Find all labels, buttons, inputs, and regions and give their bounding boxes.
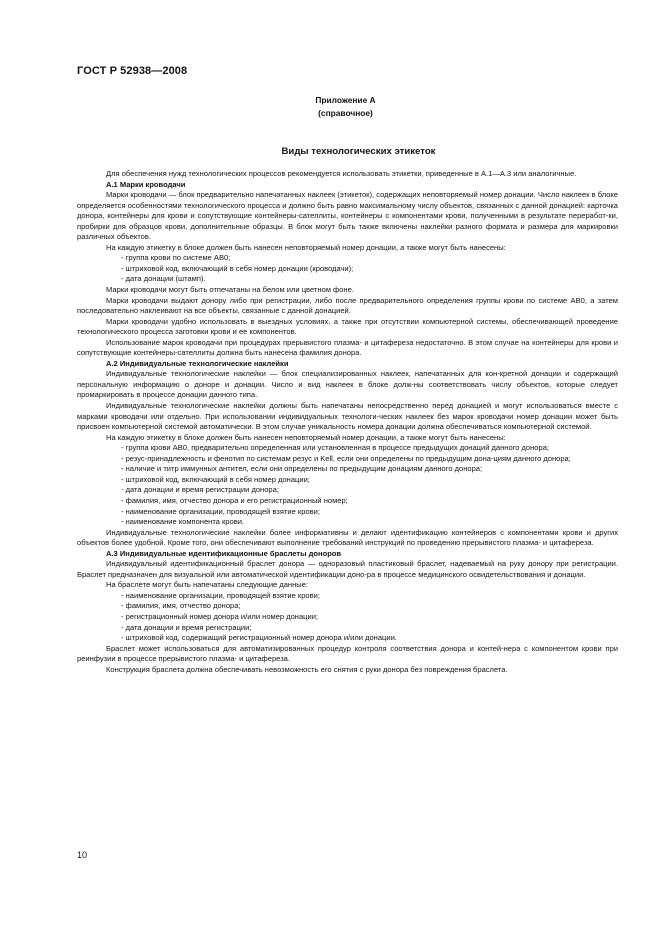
list-item: - штриховой код, включающий в себя номер донации (кроводачи); [121,263,354,273]
list-item: - регистрационный номер донора и/или номер донации; [121,611,319,621]
section-heading: А.2 Индивидуальные технологические наклейки [106,358,289,368]
list-item: - наименование компонента крови. [121,517,245,527]
paragraph: На каждую этикетку в блоке должен быть нанесен неповторяемый номер донации, а также могут быть нанесены: [106,432,506,442]
paragraph: Марки кроводачи выдают донору либо при регистрации, либо после предварительного определения группы крови по системе АВ0, а затем последовательно наклеивают на все объекты, связанные с данной донацией. [77,295,618,316]
annex-label: Приложение А [315,95,376,105]
section-heading: А.1 Марки кроводачи [106,179,186,189]
list-item: - штриховой код, включающий в себя номер донации; [121,474,310,484]
list-item: - фамилия, имя, отчество донора; [121,601,241,611]
list-item: - резус-принадлежность и фенотип по системам резус и Kell, если они определены по предыдущим дона-циям данного донора; [121,453,571,463]
list-item: - дата донации и время регистрации донора; [121,485,279,495]
page-number: 10 [77,850,88,860]
annex-type: (справочное) [318,108,373,118]
paragraph: Конструкция браслета должна обеспечивать невозможность его снятия с руки донора без повреждения браслета. [106,664,508,674]
paragraph: Индивидуальный идентификационный браслет донора — одноразовый пластиковый браслет, надеваемый на руку донору при регистрации. Браслет предназначен для визуальной или автоматической идентификации доно-ра в процессе медицинского освидетельствования и донации. [77,559,618,579]
list-item: - дата донации (штамп). [121,274,206,284]
list-item: - наименование организации, проводящей взятие крови; [121,506,320,516]
list-item: - группа крови по системе АВ0; [121,253,231,263]
annex-title: Виды технологических этикеток [281,146,436,157]
paragraph: Марки кроводачи удобно использовать в выездных условиях, а также при отсутствии компьютерной системы, обеспечивающей проведение технологического процесса заготовки крови и ее компонентов. [77,316,618,337]
paragraph: На каждую этикетку в блоке должен быть нанесен неповторяемый номер донации, а также могут быть нанесены: [106,242,506,252]
list-item: - дата донации и время регистрации; [121,622,252,632]
list-item: - фамилия, имя, отчество донора и его регистрационный номер; [121,495,348,505]
section-heading: А.3 Индивидуальные идентификационные браслеты доноров [106,548,342,558]
paragraph: Индивидуальные технологические наклейки более информативны и делают идентификацию контейнеров с компонентами крови и других объектов более удобной. Кроме того, они обеспечивают выполнение требований инструкций по проведению прерывистого плазма- и цитафереза. [77,527,618,548]
list-item: - штриховой код, содержащий регистрационный номер донора и/или донации. [121,633,397,643]
list-item: - наличие и титр иммунных антител, если они определены по предыдущим донациям данного донора; [121,464,483,474]
paragraph: Индивидуальные технологические наклейки должны быть напечатаны непосредственно перед донацией и могут использоваться вместе с марками кроводачи или отдельно. При использовании индивидуальных технологи-ческих наклеек без марок кроводачи номер донации может быть присвоен компьютерной системой автоматически. В этом случае уникальность номера донации должна обеспечиваться компьютерной системой. [77,401,618,432]
list-item: - группа крови АВ0, предварительно определенная или установленная в процессе предыдущих донаций данного донора; [121,443,549,453]
standard-number: ГОСТ Р 52938—2008 [77,65,188,77]
paragraph: Браслет может использоваться для автоматизированных процедур контроля соответствия донора и контей-нера с компонентом крови при реинфузии в процессе прерывистого плазма- и цитафереза. [77,643,618,664]
paragraph: Использование марок кроводачи при процедурах прерывистого плазма- и цитафереза недостаточно. В этом случае на контейнеры для крови и сопутствующие контейнеры-сателлиты должна быть нанесена фамилия донора. [77,337,618,358]
paragraph: Для обеспечения нужд технологических процессов рекомендуется использовать этикетки, приведенные в А.1—А.3 или аналогичные. [106,169,577,178]
paragraph: Марки кроводачи могут быть отпечатаны на белом или цветном фоне. [106,285,354,295]
paragraph: На браслете могут быть напечатаны следующие данные: [106,580,308,590]
paragraph: Индивидуальные технологические наклейки — блок специализированных наклеек, напечатанных для кон-кретной донации и содержащий персональную информацию о доноре и донации. Число и вид наклеек в блоке долж-ны соответствовать числу объектов, которые следует промаркировать в процессе донации данного типа. [77,369,618,400]
list-item: - наименование организации, проводящей взятие крови; [121,590,320,600]
paragraph: Марки кроводачи — блок предварительно напечатанных наклеек (этикеток), содержащих неповторяемый номер донации. Число наклеек в блоке определяется особенностями технологического процесса и должно быть равно максимальному числу объектов, связанных с данной донацией: карточка донора, контейнеры для крови и сопутствующие контейнеры-сателлиты, контейнеры с компонентами крови, полученными в результате перерабoт-ки, пробирки для образцов крови, дополнительные образцы. В блок могут быть также включены наклейки разного формата и размера для маркировки различных объектов. [77,190,618,242]
body-text [77,169,618,675]
